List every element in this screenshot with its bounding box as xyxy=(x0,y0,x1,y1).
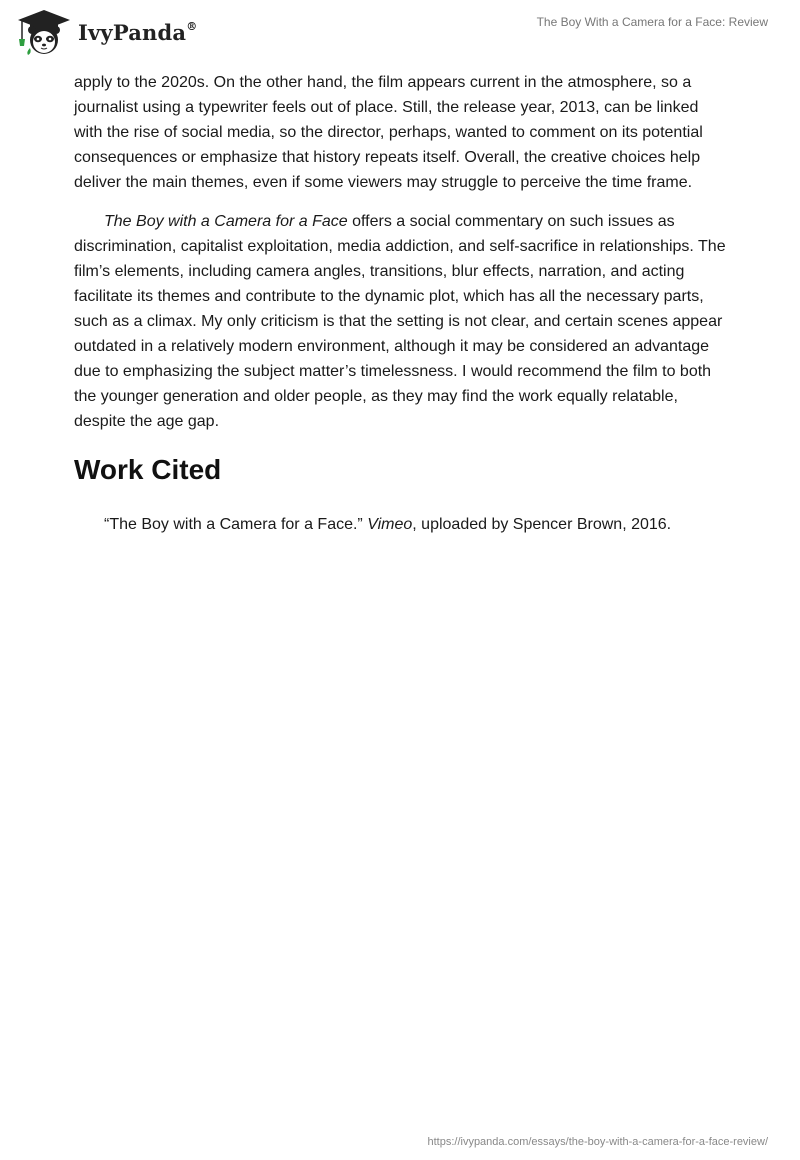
film-title: The Boy with a Camera for a Face xyxy=(104,213,348,230)
panda-graduate-icon xyxy=(16,8,72,56)
citation-entry: “The Boy with a Camera for a Face.” Vimeo, uploaded by Spencer Brown, 2016. xyxy=(104,516,672,533)
brand-name: IvyPanda® xyxy=(78,19,198,45)
document-title: The Boy With a Camera for a Face: Review xyxy=(536,15,768,29)
source-url[interactable]: https://ivypanda.com/essays/the-boy-with-a-camera-for-a-face-review/ xyxy=(427,1136,768,1148)
section-heading: Work Cited xyxy=(74,454,222,485)
essay-content xyxy=(74,70,730,537)
paragraph: The Boy with a Camera for a Face offers a social commentary on such issues as discrimination, capitalist exploitation, media addiction, and self-sacrifice in relationships. The film’s elements, including camera angles, transitions, blur effects, narration, and acting facilitate its themes and contribute to the dynamic plot, which has all the necessary parts, such as a climax. My only criticism is that the setting is not clear, and certain scenes appear outdated in a relatively modern environment, although it may be considered an advantage due to emphasizing the subject matter’s timelessness. I would recommend the film to both the younger generation and older people, as they may find the work equally relatable, despite the age gap. xyxy=(74,213,726,430)
page-header xyxy=(16,8,768,58)
paragraph: apply to the 2020s. On the other hand, the film appears current in the atmosphere, so a journalist using a typewriter feels out of place. Still, the release year, 2013, can be linked with the rise of social media, so the director, perhaps, wanted to comment on its potential consequences or emphasize that history repeats itself. Overall, the creative choices help deliver the main themes, even if some viewers may struggle to perceive the time frame. xyxy=(74,74,703,191)
logo[interactable] xyxy=(16,8,197,56)
